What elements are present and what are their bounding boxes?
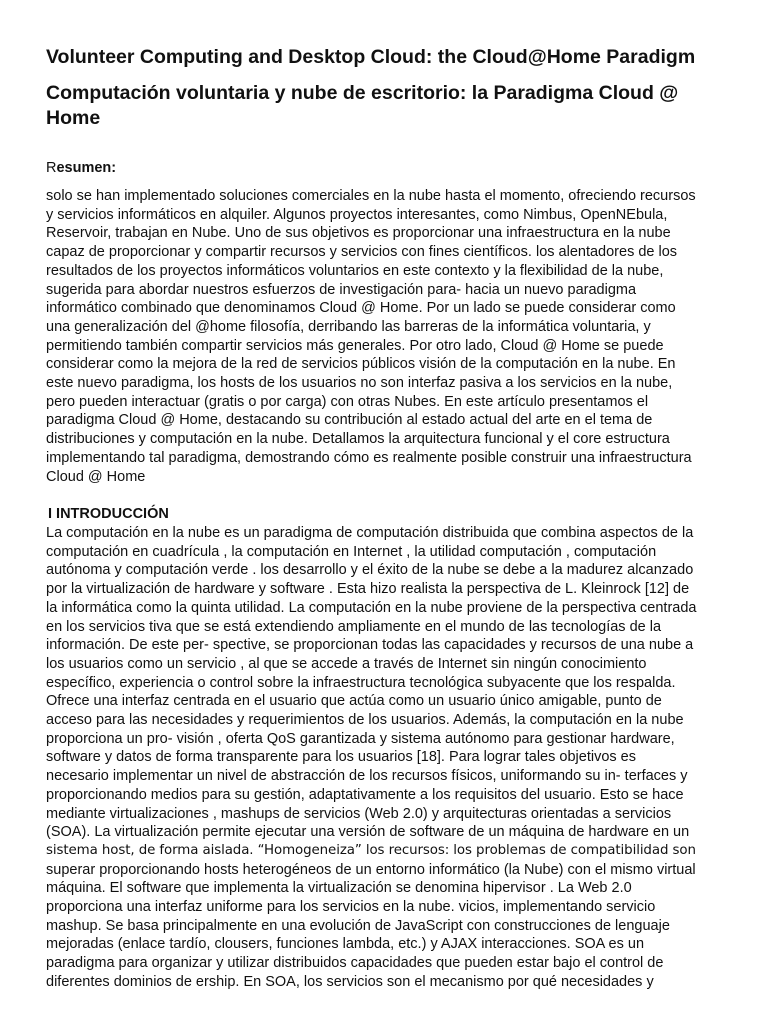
document-title-english: Volunteer Computing and Desktop Cloud: the Cloud@Home Paradigm [46,46,696,68]
document-title-spanish: Computación voluntaria y nube de escritorio: la Paradigma Cloud @ Home [46,82,679,129]
abstract-heading [46,158,116,178]
text-line: sugerida para abordar nuestros esfuerzos de investigación para- hacia un nuevo paradigma [46,281,637,298]
text-line: paradigma Cloud @ Home, destacando su contribución al estado actual del arte en el tema de [46,412,653,429]
introduction-paragraph [46,524,736,992]
abstract-heading-rest: esumen: [56,160,117,176]
text-line: resultados de los proyectos informáticos voluntarios en este contexto y la flexibilidad de la nube, [46,262,664,279]
text-line: mediante virtualizaciones , mashups de servicios (Web 2.0) y arquitecturas orientadas a servicios [46,805,672,822]
text-line: proporciona una interfaz uniforme para los servicios en la nube. vicios, implementando servicio [46,899,656,916]
text-line: mashup. Se basa principalmente en una evolución de JavaScript con construcciones de lenguaje [46,917,670,934]
text-line: la informática como la quinta utilidad. La computación en la nube proviene de la perspectiva centrada [46,599,697,616]
text-line: acceso para las necesidades y requerimientos de los usuarios. Además, la computación en la nube [46,712,684,729]
section-heading-introduccion: I INTRODUCCIÓN [48,506,169,522]
text-line: una generalización del @home filosofía, derribando las barreras de la informática voluntaria, y [46,318,651,335]
text-line: Reservoir, trabajan en Nube. Uno de sus objetivos es proporcionar una infraestructura en la nube [46,225,671,242]
text-line: considerar como la mejora de la red de servicios públicos visión de la computación en la nube. En [46,356,676,373]
text-line: específico, experiencia o control sobre la infraestructura tecnológica subyacente que los respalda. [46,674,676,691]
text-line: Ofrece una interfaz centrada en el usuario que actúa como un usuario único amigable, punto de [46,693,662,710]
text-line: este nuevo paradigma, los hosts de los usuarios no son interfaz pasiva a los servicios en la nube, [46,375,673,392]
text-line: solo se han implementado soluciones comerciales en la nube hasta el momento, ofreciendo recursos [46,188,696,204]
text-line: por la virtualización de hardware y software . Esta hizo realista la perspectiva de L. Kleinrock [12] de [46,581,690,598]
text-line: paradigma para organizar y utilizar distribuidos capacidades que pueden estar bajo el control de [46,955,664,972]
text-line: La computación en la nube es un paradigma de computación distribuida que combina aspectos de la [46,525,694,541]
text-line: proporciona un pro- visión , oferta QoS garantizada y sistema autónomo para gestionar hardware, [46,730,675,747]
text-line: distribuciones y computación en la nube. Detallamos la arquitectura funcional y el core estructura [46,431,670,448]
text-line: permitiendo también compartir servicios más generales. Por otro lado, Cloud @ Home se puede [46,337,664,354]
text-line: en los servicios tiva que se está extendiendo ampliamente en el mundo de las tecnologías de la [46,618,662,635]
text-line: y servicios informáticos en alquiler. Algunos proyectos interesantes, como Nimbus, OpenNEbula, [46,206,668,223]
text-line: diferentes dominios de ership. En SOA, los servicios son el mecanismo por qué necesidades y [46,973,654,990]
text-line: los usuarios como un servicio , al que se accede a través de Internet sin ningún conocimiento [46,655,647,672]
text-line: capaz de proporcionar y compartir recursos y servicios con fines científicos. los alentadores de los [46,244,678,261]
text-line: necesario implementar un nivel de abstracción de los recursos físicos, uniformando su in- terfaces y [46,768,688,785]
text-line: información. De este per- spective, se proporcionan todas las capacidades y recursos de una nube a [46,637,694,654]
text-line: mejoradas (enlace tardío, clousers, funciones lambda, etc.) y AJAX interacciones. SOA es un [46,936,645,953]
abstract-paragraph [46,187,736,486]
text-line: autónoma y computación verde . los desarrollo y el éxito de la nube se debe a la madurez alcanzado [46,562,694,579]
text-line: computación en cuadrícula , la computación en Internet , la utilidad computación , computación [46,543,657,560]
text-line: software y datos de forma transparente para los usuarios [18]. Para lograr tales objetivos es [46,749,636,766]
abstract-heading-initial: R [46,160,57,176]
text-line: sistema host, de forma aislada. “Homogeneiza” los recursos: los problemas de compatibilidad son [46,842,696,858]
text-line: máquina. El software que implementa la virtualización se denomina hipervisor . La Web 2.0 [46,880,632,897]
text-line: informático combinado que denominamos Cloud @ Home. Por un lado se puede considerar como [46,300,676,317]
text-line: (SOA). La virtualización permite ejecutar una versión de software de un máquina de hardware en un [46,824,690,841]
text-line: Cloud @ Home [46,468,146,485]
text-line: implementando tal paradigma, demostrando cómo es realmente posible construir una infraestructura [46,449,692,466]
text-line: pero pueden interactuar (gratis o por carga) con otras Nubes. En este artículo presentamos el [46,393,649,410]
text-line: proporcionando medios para su gestión, adaptativamente a los requisitos del usuario. Esto se hace [46,786,684,803]
text-line: superar proporcionando hosts heterogéneos de un entorno informático (la Nube) con el mismo virtual [46,861,696,878]
